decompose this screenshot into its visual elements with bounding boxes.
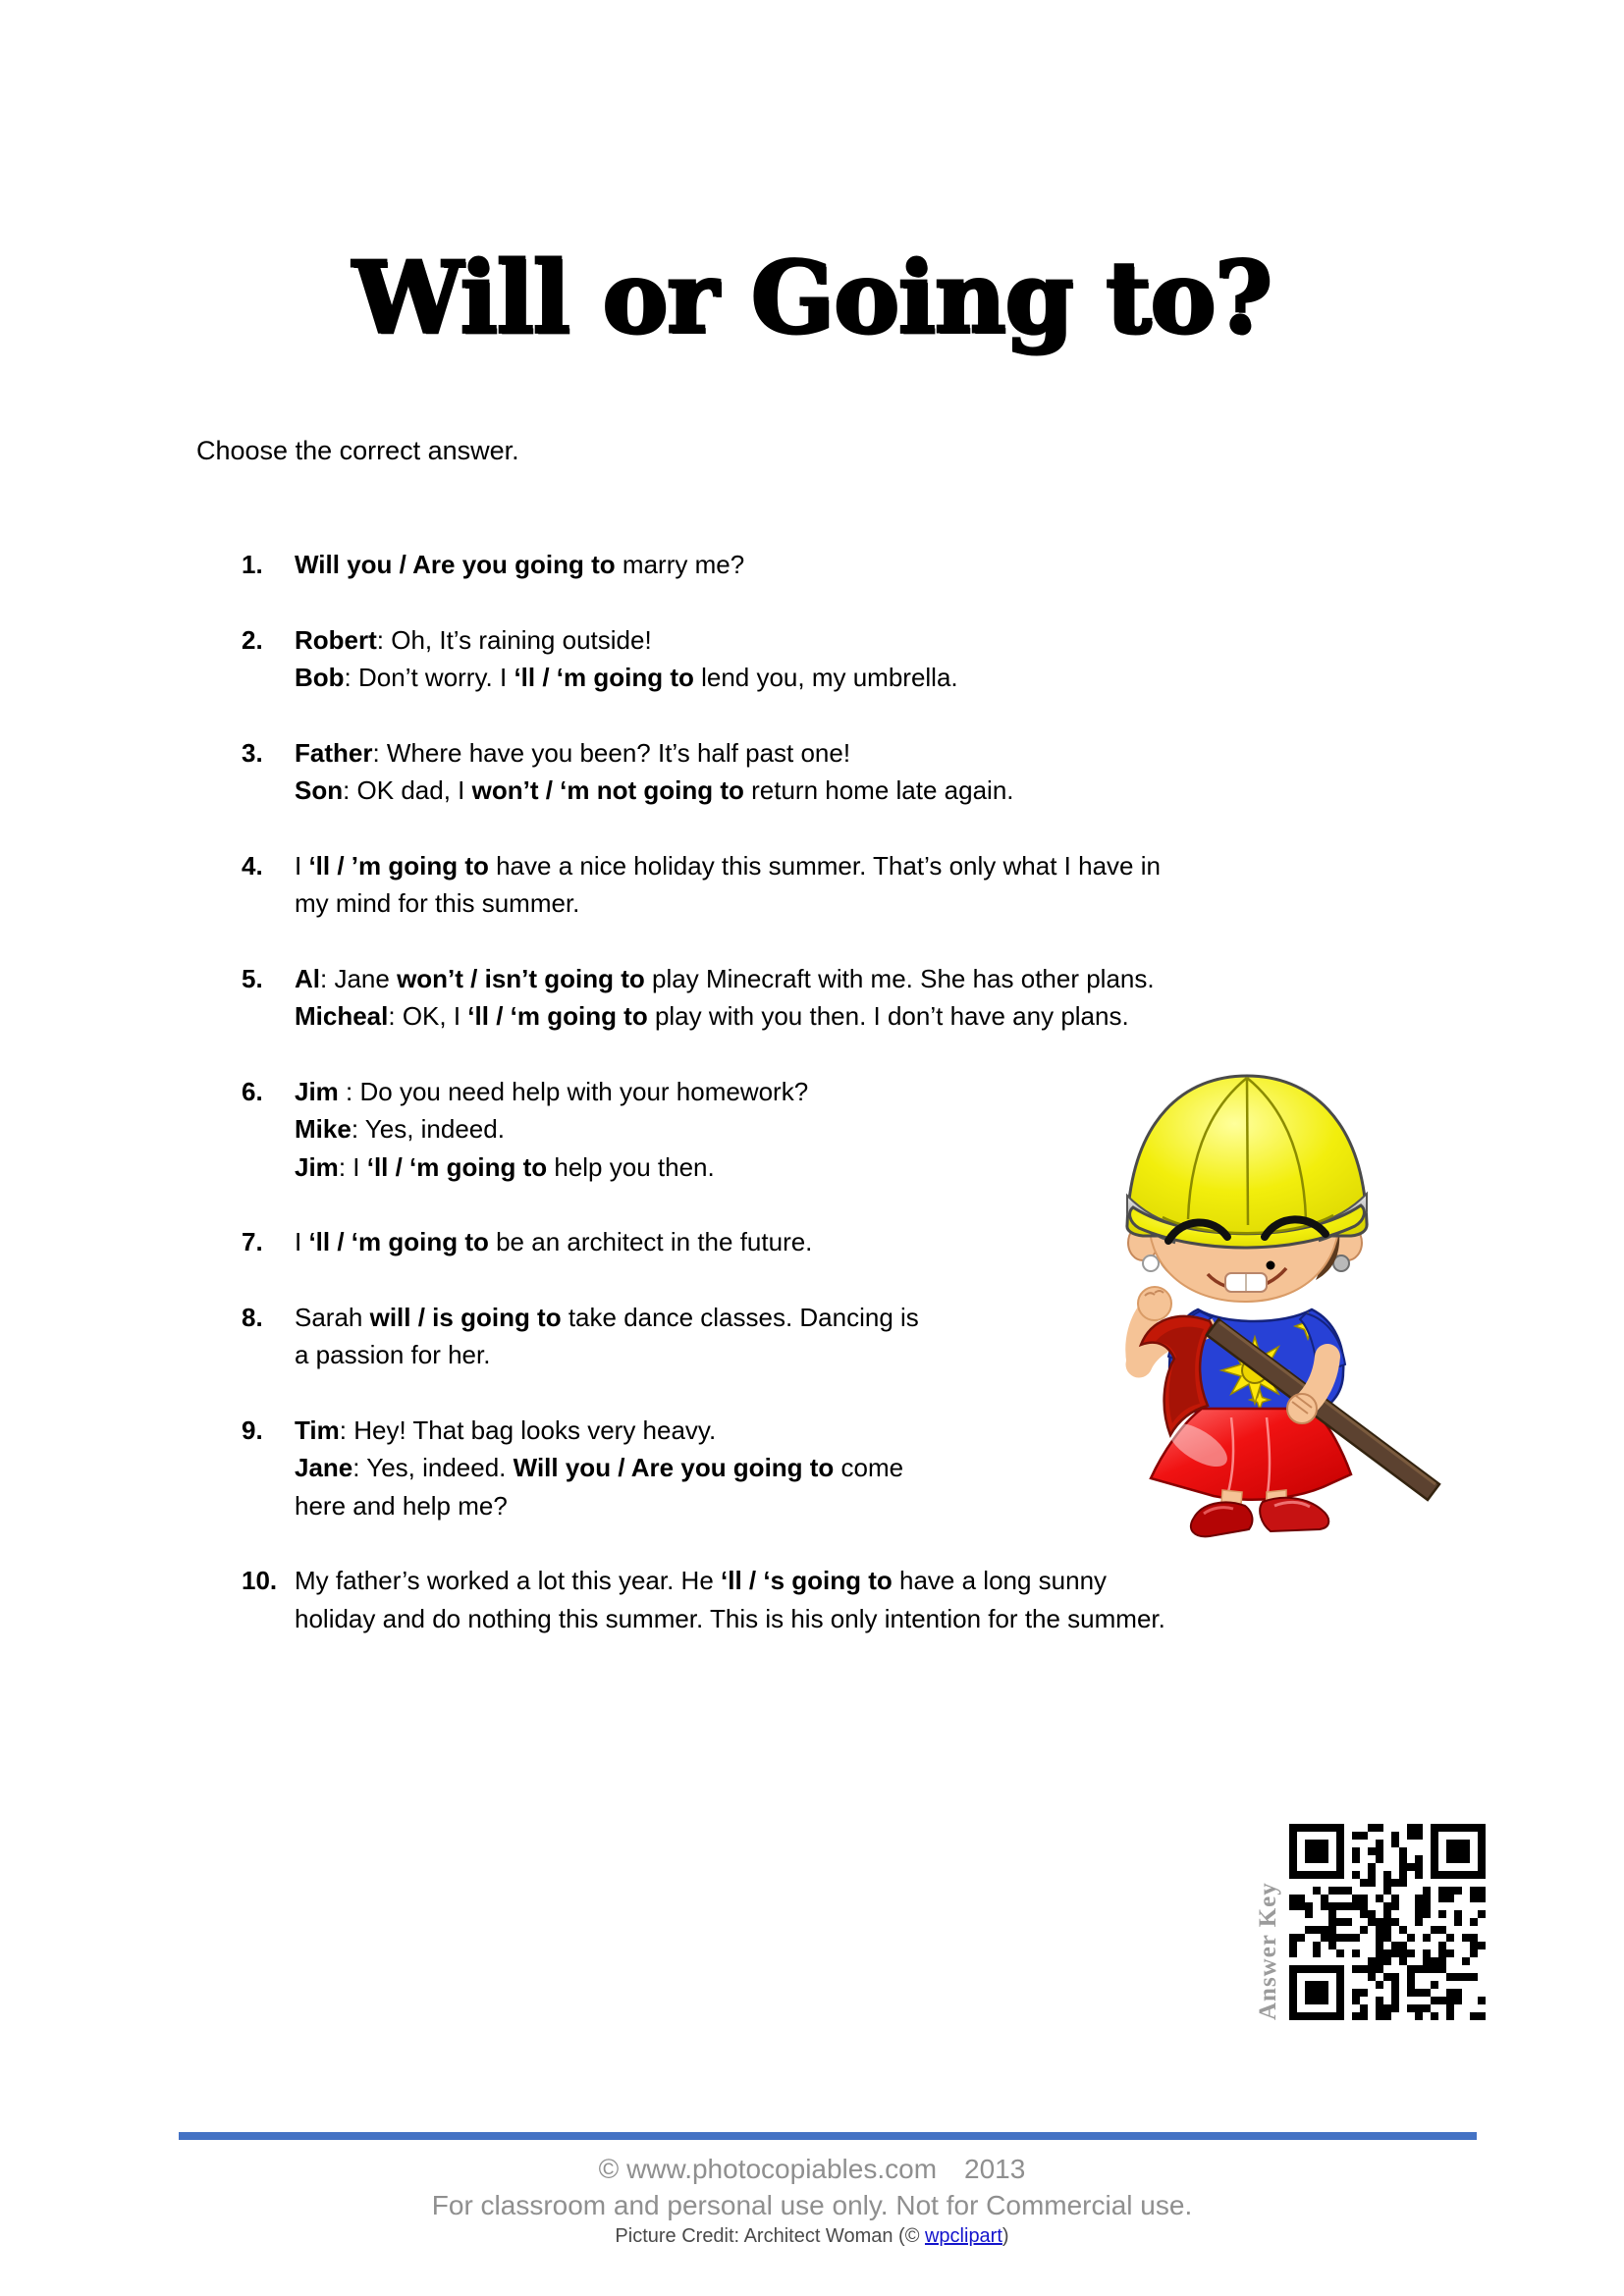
question-text: I ‘ll / ’m going to have a nice holiday this summer. That’s only what I have in my mind for this summer. [295,850,1161,918]
question-item [242,847,1165,923]
question-text: Tim: Hey! That bag looks very heavy. Jane: Yes, indeed. Will you / Are you going to come here and help me? [295,1415,904,1521]
question-text: Al: Jane won’t / isn’t going to play Minecraft with me. She has other plans. Micheal: OK, I ‘ll / ‘m going to play with you then. I don’t have any plans. [295,963,1155,1031]
question-number: 4. [242,850,263,881]
footer-credit [0,2225,1624,2248]
wpclipart-link[interactable]: wpclipart [924,2225,1002,2247]
questions-list [242,546,1165,1675]
question-item [242,1562,1165,1637]
question-item [242,621,1165,697]
question-item [242,1223,1165,1261]
question-item [242,734,1165,810]
question-number: 1. [242,550,263,579]
footer-site: © www.photocopiables.com [598,2154,938,2184]
footer-year: 2013 [964,2154,1026,2184]
question-text: I ‘ll / ‘m going to be an architect in the future. [295,1227,813,1256]
question-item [242,1412,1165,1525]
instructions-text: Choose the correct answer. [196,436,519,465]
question-number: 5. [242,963,263,993]
footer-usage-note: For classroom and personal use only. Not for Commercial use. [431,2190,1193,2220]
question-text: My father’s worked a lot this year. He ‘ll / ‘s going to have a long sunny holiday and do nothing this summer. This is his only intention for the summer. [295,1566,1165,1633]
question-item [242,1299,1165,1374]
page-title: Will or Going to? [352,240,1272,355]
question-text: Will you / Are you going to marry me? [295,550,745,579]
question-text: Jim : Do you need help with your homework? Mike: Yes, indeed. Jim: I ‘ll / ‘m going to help you then. [295,1076,809,1182]
question-text: Father: Where have you been? It’s half past one! Son: OK dad, I won’t / ‘m not going to return home late again. [295,737,1014,805]
question-text: Sarah will / is going to take dance classes. Dancing is a passion for her. [295,1302,919,1369]
question-number: 2. [242,624,263,655]
footer-divider [179,2132,1477,2140]
question-item [242,1073,1165,1187]
hard-hat [1127,1076,1367,1248]
footer-copyright [0,2154,1624,2185]
question-item [242,546,1165,584]
question-number: 10. [242,1566,278,1595]
boots [1191,1498,1328,1536]
question-number: 7. [242,1227,263,1256]
question-number: 6. [242,1076,263,1106]
answer-key-qr-code [1289,1824,1486,2020]
question-text: Robert: Oh, It’s raining outside! Bob: Don’t worry. I ‘ll / ‘m going to lend you, my umbrella. [295,624,958,692]
credit-suffix: ) [1001,2225,1009,2247]
beauty-mark [1267,1261,1275,1270]
architect-woman-illustration [1108,1070,1445,1541]
answer-key-label: Answer Key [1255,1882,1281,2020]
credit-text: Picture Credit: Architect Woman (© [615,2225,925,2247]
question-number: 3. [242,737,263,768]
question-number: 8. [242,1302,263,1332]
question-item [242,960,1165,1036]
question-number: 9. [242,1415,263,1445]
